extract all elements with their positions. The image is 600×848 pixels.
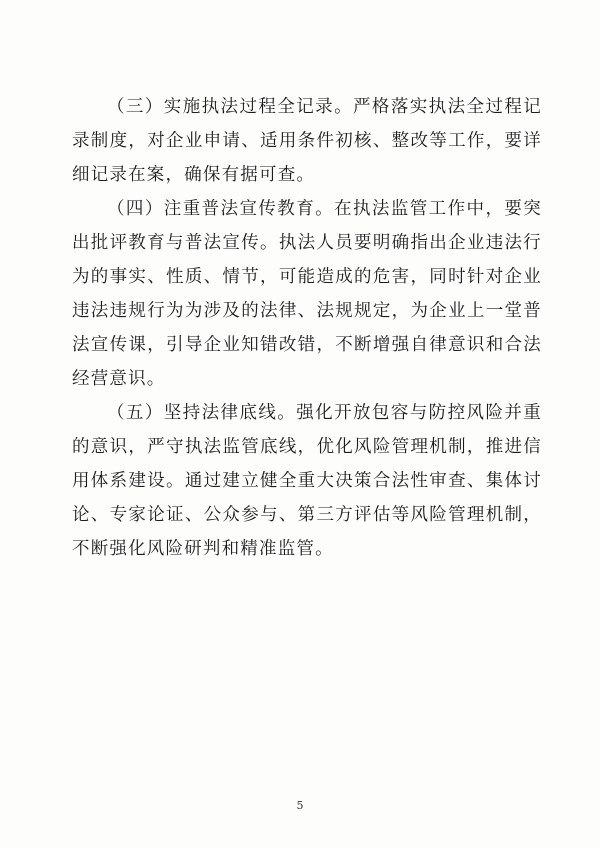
page-number: 5	[296, 799, 304, 812]
paragraph-legal-bottom-line: （五）坚持法律底线。强化开放包容与防控风险并重的意识，严守执法监管底线，优化风险管理机制，推进信用体系建设。通过建立健全重大决策合法性审查、集体讨论、专家论证、公众参与、第三方评估等风险管理机制，不断强化风险研判和精准监管。	[72, 403, 542, 559]
paragraph-legal-education: （四）注重普法宣传教育。在执法监管工作中，要突出批评教育与普法宣传。执法人员要明确指出企业违法行为的事实、性质、情节，可能造成的危害，同时针对企业违法违规行为为涉及的法律、法规规定，为企业上一堂普法宣传课，引导企业知错改错，不断增强自律意识和合法经营意识。	[72, 199, 542, 389]
paragraph-full-process-record: （三）实施执法过程全记录。严格落实执法全过程记录制度，对企业申请、适用条件初核、整改等工作，要详细记录在案，确保有据可查。	[72, 97, 542, 185]
document-body	[72, 90, 542, 566]
